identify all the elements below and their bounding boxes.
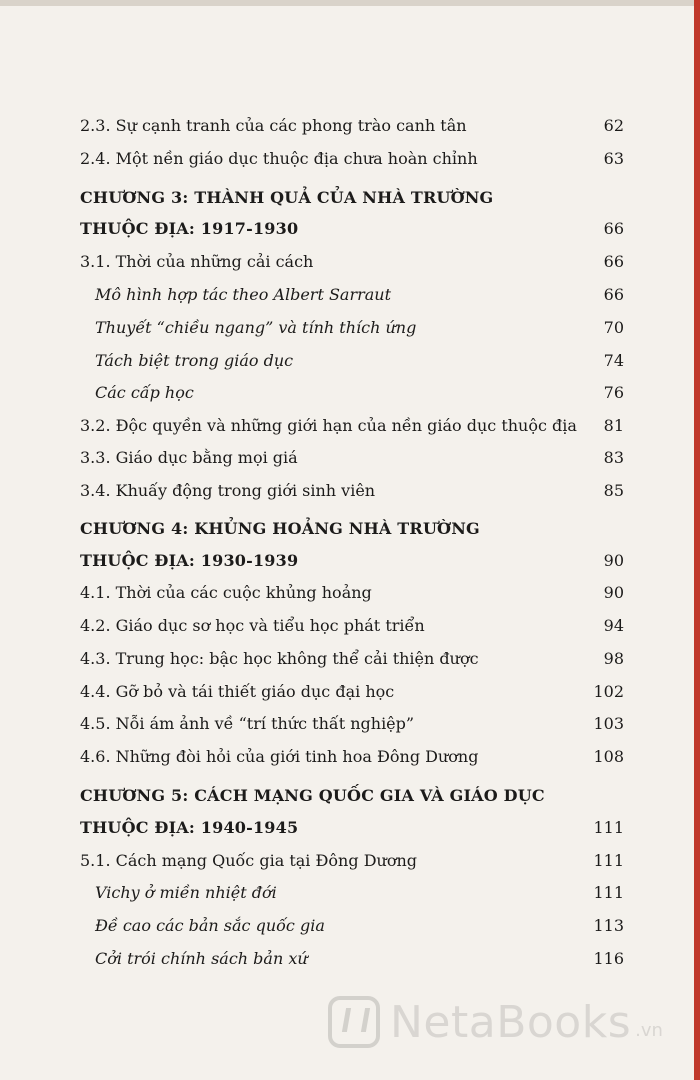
toc-entry-page: 74 xyxy=(603,351,624,370)
toc-entry-page: 111 xyxy=(593,851,624,870)
toc-entry-title: 4.3. Trung học: bậc học không thể cải thiện được xyxy=(80,649,479,668)
toc-entry-page: 116 xyxy=(593,949,624,968)
netabooks-logo-icon xyxy=(328,996,380,1048)
toc-entry-title: CHƯƠNG 3: THÀNH QUẢ CỦA NHÀ TRƯỜNG xyxy=(80,188,494,207)
toc-entry-page: 85 xyxy=(603,481,624,500)
toc-entry-title: 4.5. Nỗi ám ảnh về “trí thức thất nghiệp” xyxy=(80,714,415,733)
toc-entry-title: 3.2. Độc quyền và những giới hạn của nền giáo dục thuộc địa xyxy=(80,416,577,435)
toc-entry-page: 94 xyxy=(603,616,624,635)
toc-entry-title: CHƯƠNG 5: CÁCH MẠNG QUỐC GIA VÀ GIÁO DỤC xyxy=(80,786,545,805)
toc-entry-page: 76 xyxy=(603,383,624,402)
toc-entry-page: 66 xyxy=(603,252,624,271)
toc-entry-page: 81 xyxy=(603,416,624,435)
toc-entry-title: Vichy ở miền nhiệt đới xyxy=(95,883,277,902)
toc-entry-title: 4.6. Những đòi hỏi của giới tinh hoa Đông Dương xyxy=(80,747,479,766)
toc-entry-title: THUỘC ĐỊA: 1930-1939 xyxy=(80,551,299,570)
toc-entry-title: 4.1. Thời của các cuộc khủng hoảng xyxy=(80,583,372,602)
toc-entry-page: 66 xyxy=(603,219,624,238)
toc-entry-title: THUỘC ĐỊA: 1940-1945 xyxy=(80,818,299,837)
toc-entry-title: 5.1. Cách mạng Quốc gia tại Đông Dương xyxy=(80,851,417,870)
watermark-suffix: .vn xyxy=(635,1019,663,1041)
toc-entry-page: 63 xyxy=(603,149,624,168)
toc-entry-page: 90 xyxy=(603,583,624,602)
toc-entry-title: CHƯƠNG 4: KHỦNG HOẢNG NHÀ TRƯỜNG xyxy=(80,519,480,538)
toc-entry-title: 2.3. Sự cạnh tranh của các phong trào canh tân xyxy=(80,116,467,135)
toc-entry-page: 113 xyxy=(593,916,624,935)
toc-entry-title: 4.2. Giáo dục sơ học và tiểu học phát triển xyxy=(80,616,425,635)
toc-entry-page: 70 xyxy=(603,318,624,337)
toc-entry-page: 103 xyxy=(593,714,624,733)
toc-entry-title: Cởi trói chính sách bản xứ xyxy=(95,949,308,968)
toc-entry-title: 2.4. Một nền giáo dục thuộc địa chưa hoàn chỉnh xyxy=(80,149,478,168)
toc-entry-page: 66 xyxy=(603,285,624,304)
toc-entry-title: Đề cao các bản sắc quốc gia xyxy=(95,916,325,935)
toc-entry-page: 108 xyxy=(593,747,624,766)
toc-entry-page: 111 xyxy=(593,883,624,902)
watermark-brand: NetaBooks xyxy=(390,996,632,1048)
toc-entry-title: Thuyết “chiều ngang” và tính thích ứng xyxy=(95,318,417,337)
toc-entry-title: 3.3. Giáo dục bằng mọi giá xyxy=(80,448,298,467)
toc-entry-page: 111 xyxy=(593,818,624,837)
toc-entry-page: 62 xyxy=(603,116,624,135)
toc-entry-title: 3.1. Thời của những cải cách xyxy=(80,252,314,271)
toc-entry-title: 4.4. Gỡ bỏ và tái thiết giáo dục đại học xyxy=(80,682,395,701)
toc-entry-title: Các cấp học xyxy=(95,383,194,402)
watermark xyxy=(328,990,688,1054)
toc-entry-title: 3.4. Khuấy động trong giới sinh viên xyxy=(80,481,376,500)
toc-entry-page: 83 xyxy=(603,448,624,467)
toc-entry-title: Tách biệt trong giáo dục xyxy=(95,351,294,370)
toc-entry-title: Mô hình hợp tác theo Albert Sarraut xyxy=(95,285,392,304)
toc-entry-page: 90 xyxy=(603,551,624,570)
toc-entry-page: 98 xyxy=(603,649,624,668)
toc-entry-title: THUỘC ĐỊA: 1917-1930 xyxy=(80,219,299,238)
toc-entry-page: 102 xyxy=(593,682,624,701)
